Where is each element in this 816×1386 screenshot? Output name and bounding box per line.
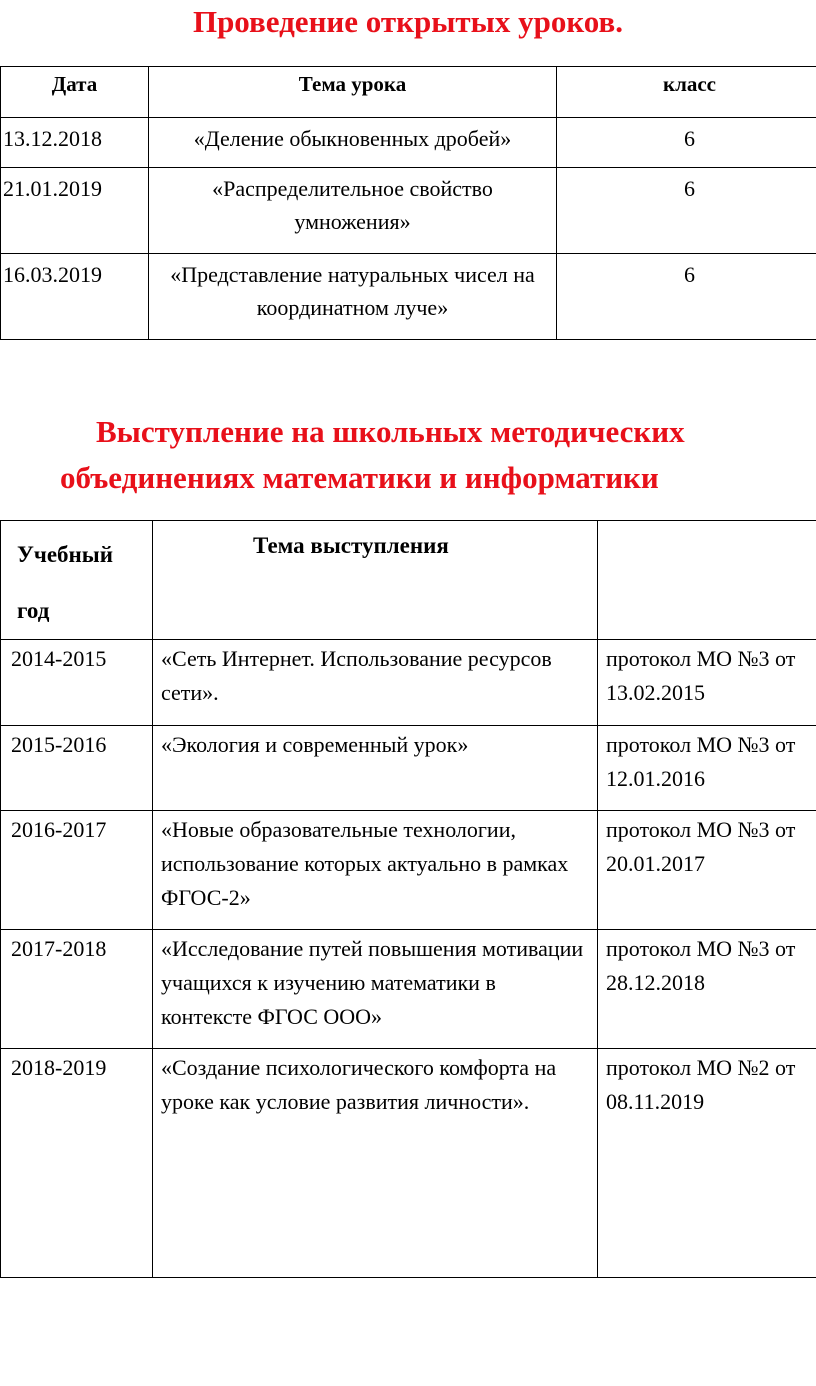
protocol-date: 13.02.2015 (606, 680, 705, 705)
lesson-grade: 6 (557, 168, 816, 254)
table-row (1, 254, 816, 340)
lesson-topic: «Представление натуральных чисел на координатном луче» (149, 254, 557, 340)
header-year-line1: Учебный (17, 542, 114, 567)
protocol-date: 20.01.2017 (606, 851, 705, 876)
protocol-number: протокол МО №2 от (606, 1055, 796, 1080)
protocol-ref (598, 640, 816, 726)
table-row (1, 930, 816, 1049)
table-header-row (1, 67, 816, 118)
school-year: 2015-2016 (1, 726, 153, 811)
presentation-topic: «Исследование путей повышения мотивации учащихся к изучению математики в контексте ФГОС ООО» (153, 930, 598, 1049)
protocol-number: протокол МО №3 от (606, 817, 796, 842)
lesson-date: 21.01.2019 (1, 168, 149, 254)
header-topic: Тема выступления (153, 521, 598, 640)
table-row (1, 726, 816, 811)
presentations-table (0, 520, 816, 1278)
lesson-topic: «Деление обыкновенных дробей» (149, 118, 557, 168)
school-year: 2018-2019 (1, 1049, 153, 1278)
school-year: 2016-2017 (1, 811, 153, 930)
lesson-topic: «Распределительное свойство умножения» (149, 168, 557, 254)
protocol-date: 08.11.2019 (606, 1089, 705, 1114)
lesson-grade: 6 (557, 118, 816, 168)
lesson-date: 16.03.2019 (1, 254, 149, 340)
open-lessons-table (0, 66, 816, 340)
protocol-date: 12.01.2016 (606, 766, 705, 791)
table-header-row (1, 521, 816, 640)
lesson-grade: 6 (557, 254, 816, 340)
protocol-number: протокол МО №3 от (606, 936, 796, 961)
presentation-topic: «Сеть Интернет. Использование ресурсов сети». (153, 640, 598, 726)
header-protocol (598, 521, 816, 640)
table-row (1, 168, 816, 254)
protocol-ref (598, 726, 816, 811)
protocol-ref (598, 1049, 816, 1278)
table-row (1, 118, 816, 168)
open-lessons-title: Проведение открытых уроков. (192, 4, 624, 39)
protocol-number: протокол МО №3 от (606, 646, 796, 671)
header-year (1, 521, 153, 640)
header-topic: Тема урока (149, 67, 557, 118)
presentation-topic: «Экология и современный урок» (153, 726, 598, 811)
presentations-title-line1: Выступление на школьных методических (96, 414, 685, 449)
school-year: 2014-2015 (1, 640, 153, 726)
lesson-date: 13.12.2018 (1, 118, 149, 168)
table-row (1, 640, 816, 726)
header-year-line2: год (17, 598, 50, 623)
presentation-topic: «Создание психологического комфорта на уроке как условие развития личности». (153, 1049, 598, 1278)
header-grade: класс (557, 67, 816, 118)
protocol-ref (598, 930, 816, 1049)
presentation-topic: «Новые образовательные технологии, использование которых актуально в рамках ФГОС-2» (153, 811, 598, 930)
school-year: 2017-2018 (1, 930, 153, 1049)
protocol-ref (598, 811, 816, 930)
presentations-title-line2: объединениях математики и информатики (60, 460, 659, 495)
protocol-date: 28.12.2018 (606, 970, 705, 995)
table-row (1, 811, 816, 930)
table-row (1, 1049, 816, 1278)
protocol-number: протокол МО №3 от (606, 732, 796, 757)
header-date: Дата (1, 67, 149, 118)
